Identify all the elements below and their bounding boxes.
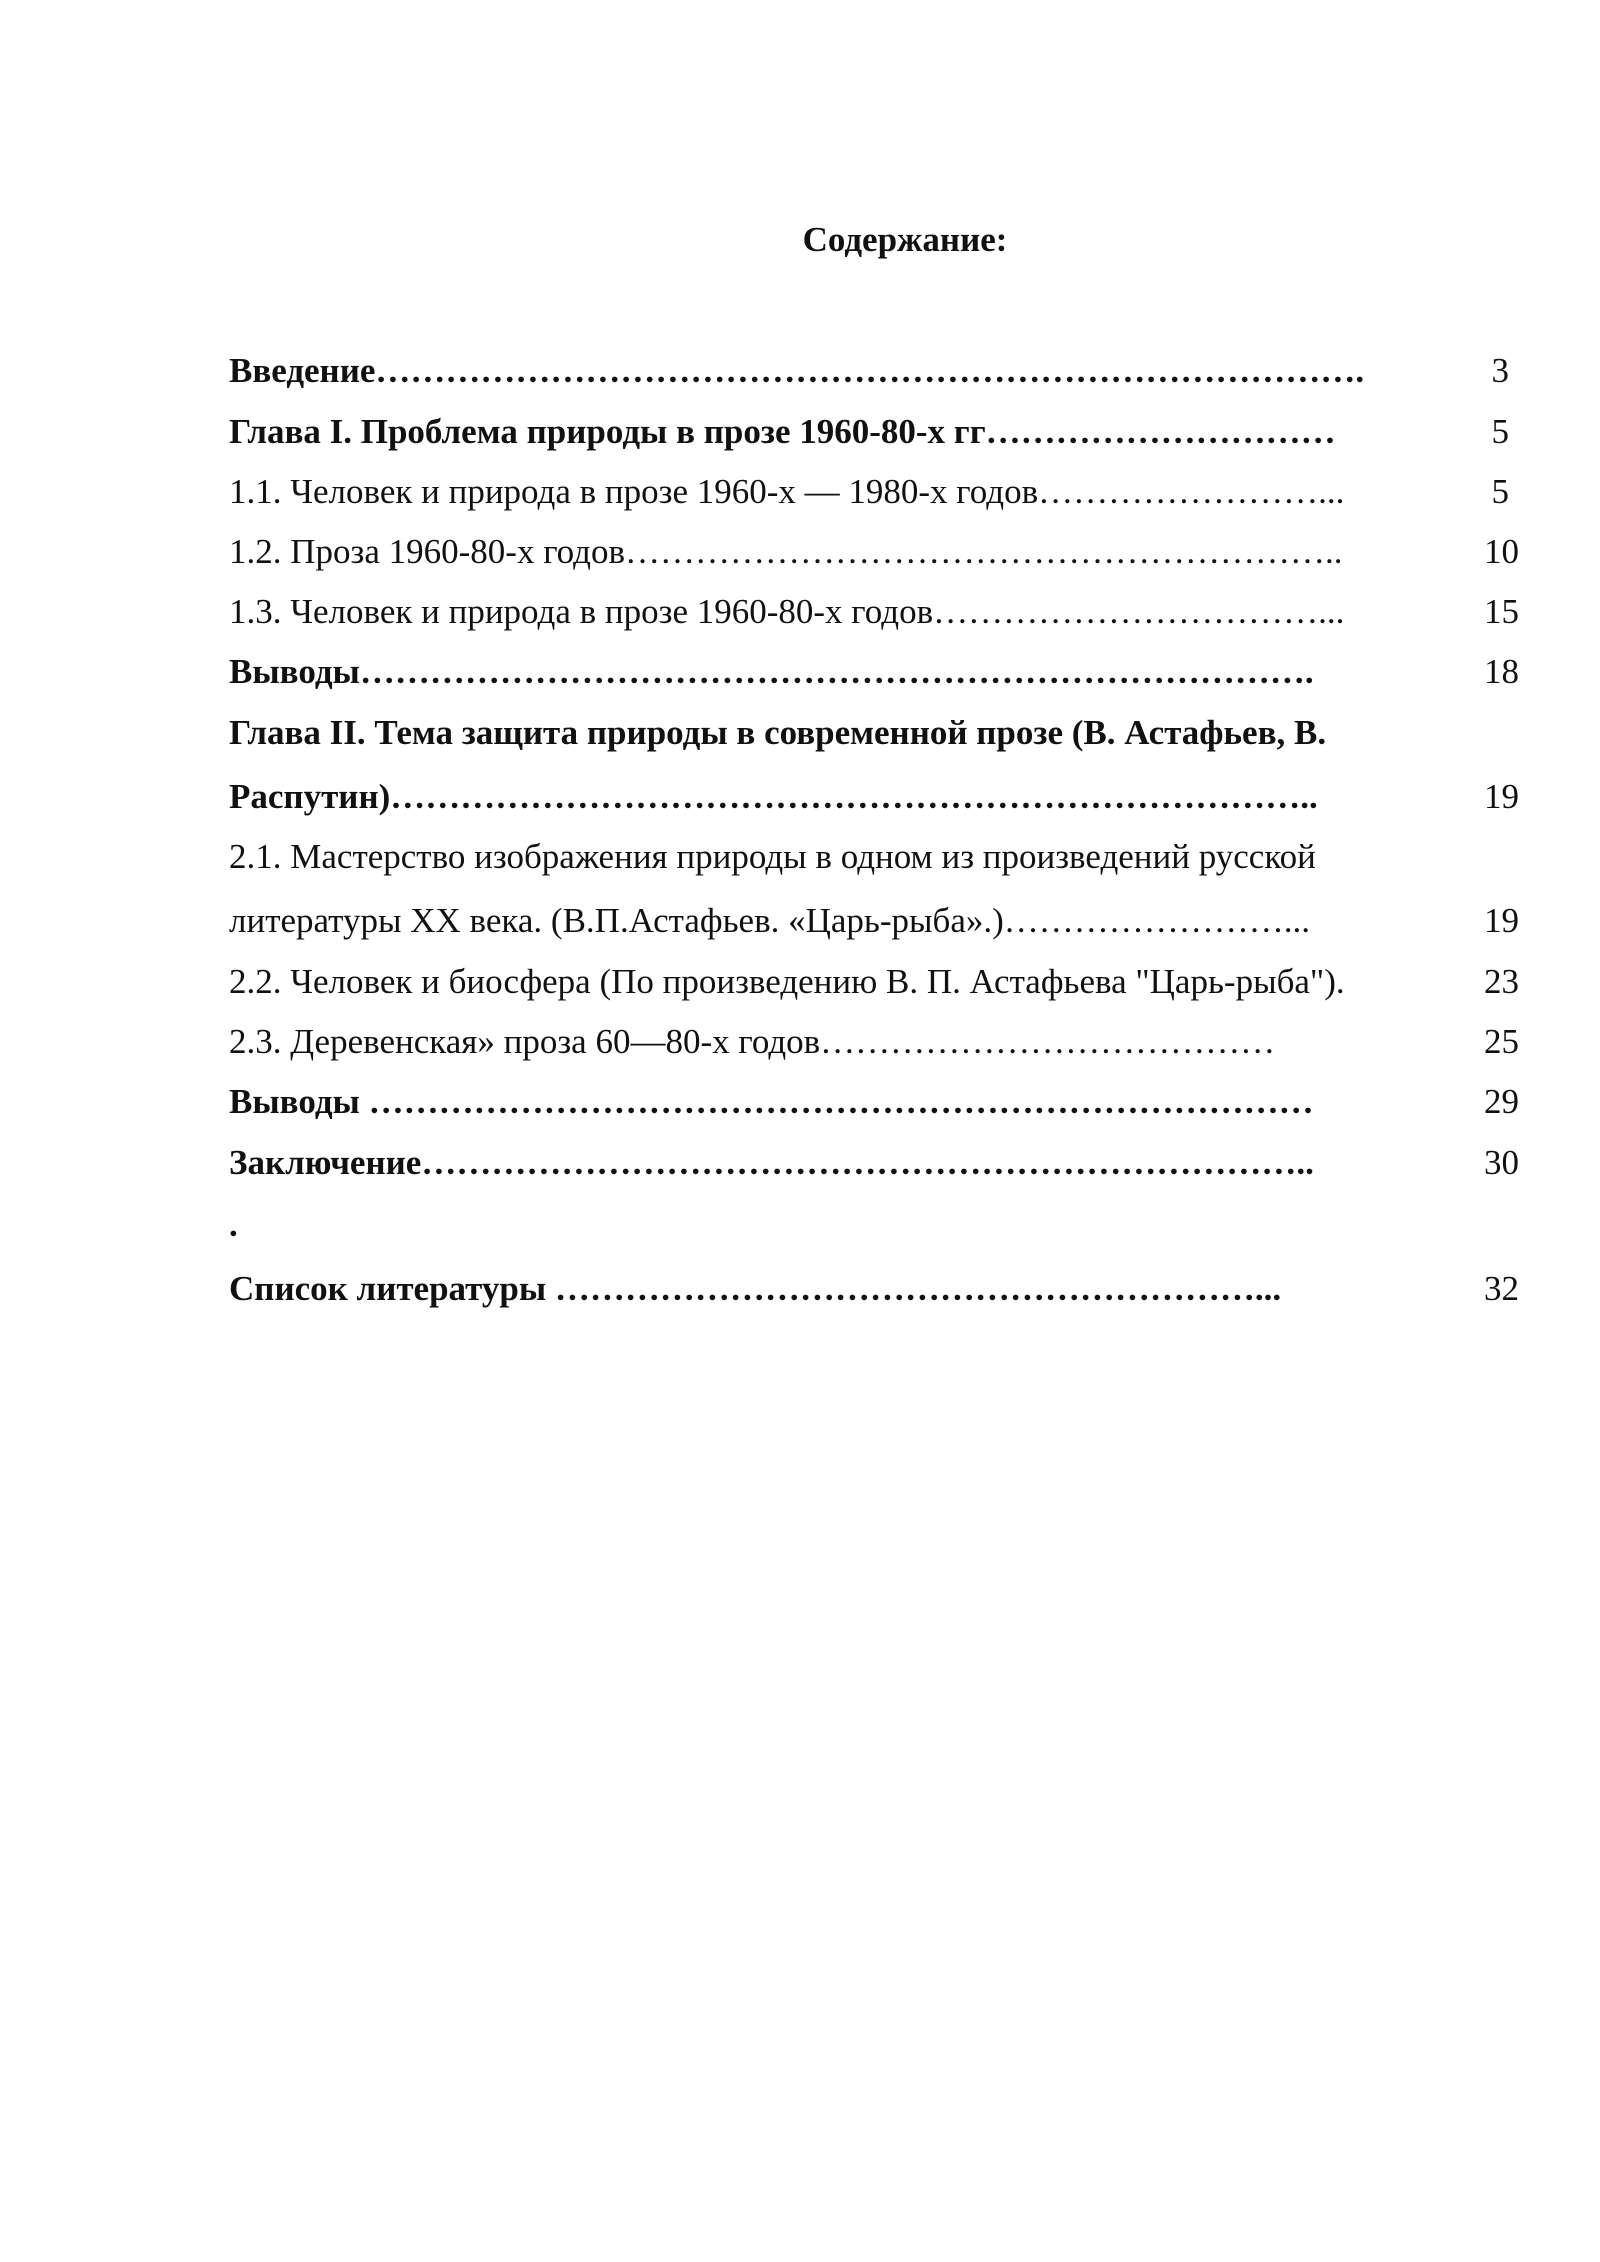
toc-entry-text: 2.2. Человек и биосфера (По произведению В. П. Астафьева "Царь-рыба").: [229, 962, 1345, 1001]
toc-entry-page: 19: [1484, 777, 1519, 816]
toc-entry-text: 1.1. Человек и природа в прозе 1960-х — 1980-х годов……………………...: [229, 472, 1345, 511]
toc-entry-page: 18: [1484, 652, 1519, 691]
toc-entry-text: Список литературы ……………………………………………………...: [229, 1269, 1282, 1308]
toc-entry-page: 19: [1484, 901, 1519, 940]
toc-entry-text: Выводы ………………………………………………………………………: [229, 1082, 1314, 1121]
toc-entry-text: .: [229, 1205, 238, 1244]
toc-entry-page: 10: [1484, 532, 1519, 571]
toc-entry-text: литературы XX века. (В.П.Астафьев. «Царь-рыба».)……………………...: [229, 901, 1311, 940]
toc-entry-page: 15: [1484, 592, 1519, 631]
toc-entry-page: 5: [1491, 412, 1509, 451]
toc-entry-text: Глава II. Тема защита природы в современной прозе (В. Астафьев, В.: [229, 713, 1327, 752]
toc-entry-page: 32: [1484, 1269, 1519, 1308]
toc-entry-text: Введение………………………………………………………………………….: [229, 351, 1365, 390]
toc-entry-text: Распутин)……………………………………………………………………..: [229, 777, 1318, 816]
toc-entry-text: 1.2. Проза 1960-80-х годов……………………………………………………..: [229, 532, 1343, 571]
toc-entry-page: 25: [1484, 1022, 1519, 1061]
toc-entry-text: Выводы……………………………………………………………………….: [229, 652, 1314, 691]
toc-entry-page: 29: [1484, 1082, 1519, 1121]
toc-title: Содержание:: [802, 220, 1008, 259]
toc-entry-page: 5: [1491, 472, 1509, 511]
toc-entry-text: Глава I. Проблема природы в прозе 1960-80-х гг…………………………: [229, 412, 1336, 451]
toc-entry-page: 30: [1484, 1143, 1519, 1182]
toc-entry-page: 3: [1491, 351, 1509, 390]
toc-entry-text: 1.3. Человек и природа в прозе 1960-80-х годов……………………………...: [229, 592, 1345, 631]
toc-entry-page: 23: [1484, 962, 1519, 1001]
toc-entry-text: 2.3. Деревенская» проза 60—80-х годов…………………………………: [229, 1022, 1276, 1061]
toc-entry-text: Заключение…………………………………………………………………..: [229, 1143, 1314, 1182]
toc-entry-text: 2.1. Мастерство изображения природы в одном из произведений русской: [229, 837, 1316, 876]
